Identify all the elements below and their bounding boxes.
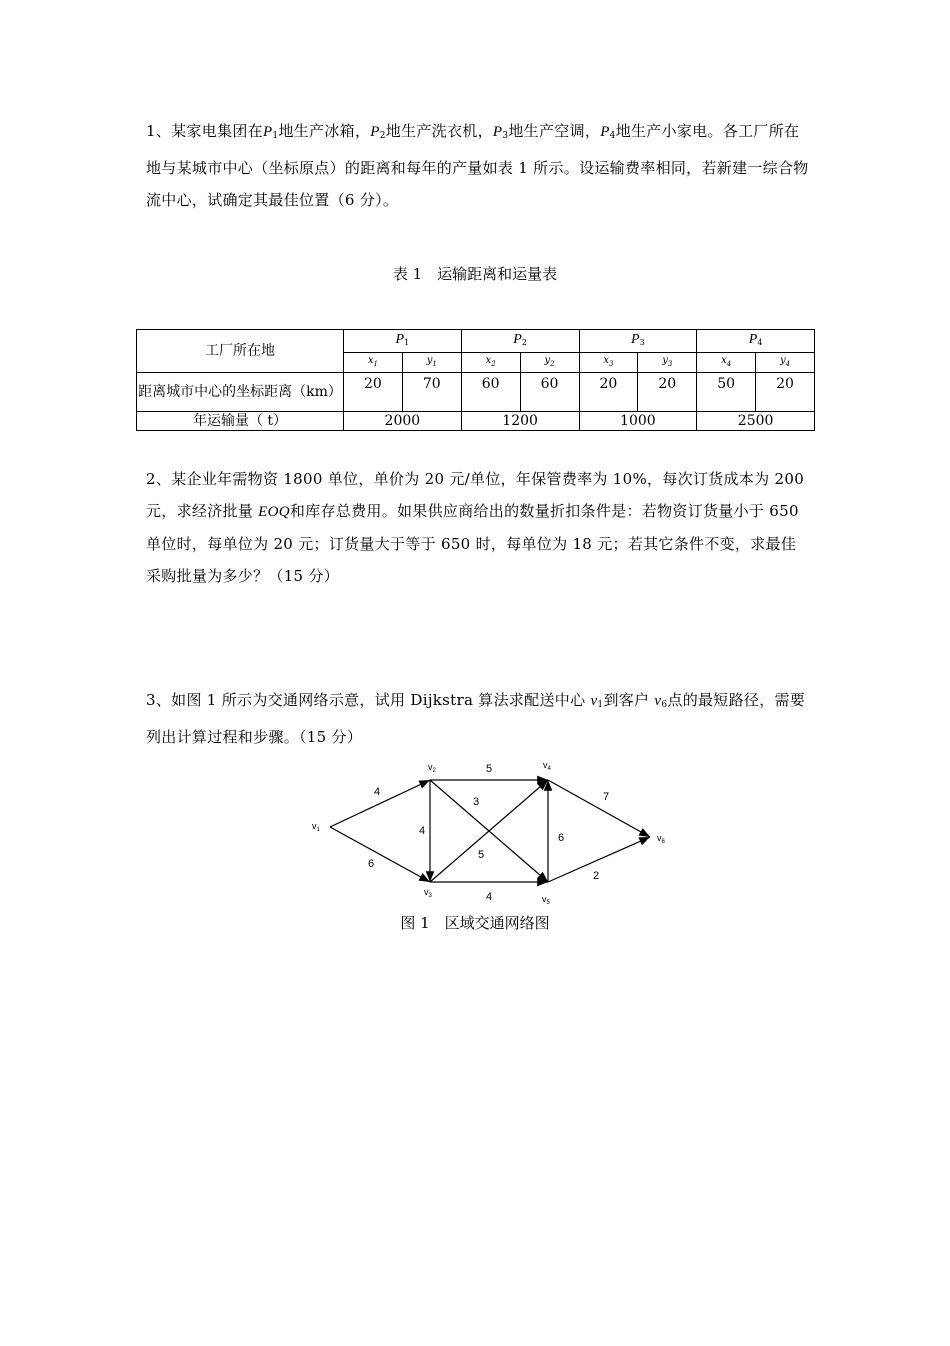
cell-volume-p3: 1000 <box>579 412 697 431</box>
row-header-plant-location: 工厂所在地 <box>137 330 344 373</box>
network-node-labels <box>312 760 666 906</box>
coord-sub: 1 <box>432 360 437 368</box>
edge-weight-v5-v4: 6 <box>558 832 565 844</box>
plant-name: P <box>513 332 522 347</box>
plant-header-p3 <box>579 330 697 353</box>
question-1 <box>146 115 811 216</box>
node-v2: $v_2$ <box>428 762 436 774</box>
cell-volume-p4: 2500 <box>697 412 815 431</box>
cell-x4: 50 <box>697 373 756 412</box>
coord-letter: x <box>367 355 374 366</box>
q1-p4-sub: 4 <box>609 131 616 141</box>
coord-letter: y <box>780 355 786 366</box>
q1-text-2: 地生产冰箱， <box>278 122 371 140</box>
node-v6: $v_6$ <box>657 833 665 845</box>
coord-letter: x <box>721 355 727 366</box>
q1-p3-sub: 3 <box>502 131 509 141</box>
edge-weight-v4-v6: 7 <box>603 791 610 803</box>
plant-sub: 1 <box>404 338 410 347</box>
cell-volume-p1: 2000 <box>344 412 462 431</box>
edge-weight-v2-v4: 5 <box>486 763 493 775</box>
figure-caption: 图 1 区域交通网络图 <box>400 914 550 932</box>
coord-header-y4 <box>756 353 815 373</box>
edge-weight-v3-v4: 5 <box>478 849 485 861</box>
question-2 <box>146 463 811 592</box>
coord-sub: 2 <box>491 360 496 368</box>
cell-y2: 60 <box>520 373 579 412</box>
cell-y4: 20 <box>756 373 815 412</box>
coord-sub: 1 <box>373 360 378 368</box>
row-header-volume: 年运输量（ t） <box>137 412 344 431</box>
q1-text-5: 地生产小家电。各工厂所在地与某城市中心（坐标原点）的距离和每年的产量如表 1 所示。设运输费率相同，若新建一综合物流中心，试确定其最佳位置（6 分）。 <box>146 122 809 209</box>
q1-text-3: 地生产洗衣机， <box>385 122 493 140</box>
cell-x2: 60 <box>461 373 520 412</box>
coord-sub: 2 <box>550 360 555 368</box>
q1-p1: P <box>262 124 273 140</box>
coord-letter: x <box>485 355 492 366</box>
node-v3: $v_3$ <box>424 887 432 899</box>
node-v1: $v_1$ <box>312 821 320 833</box>
q3-v1: v <box>590 693 598 709</box>
coord-letter: x <box>603 355 610 366</box>
coord-header-y2 <box>520 353 579 373</box>
cell-y3: 20 <box>638 373 697 412</box>
coord-header-y3 <box>638 353 697 373</box>
coord-letter: y <box>544 355 551 366</box>
coord-sub: 3 <box>609 360 614 368</box>
cell-x3: 20 <box>579 373 638 412</box>
plant-sub: 2 <box>521 338 527 347</box>
node-v4: $v_4$ <box>543 760 551 772</box>
q1-p4: P <box>600 124 610 140</box>
plant-header-p1 <box>344 330 462 353</box>
edge-weight-v1-v2: 4 <box>374 786 381 798</box>
plant-sub: 4 <box>757 338 763 347</box>
q3-v6: v <box>654 693 662 709</box>
question-3 <box>146 684 811 753</box>
q1-text-4: 地生产空调， <box>508 122 601 140</box>
q2-text-1: 2、某企业年需物资 1800 单位，单价为 20 元/单位，年保管费率为 10%，每次订货成本为 200 元，求经济批量 <box>146 470 805 520</box>
traffic-network-diagram <box>300 755 680 910</box>
edge-weight-v2-v5: 3 <box>473 796 480 808</box>
q1-p2: P <box>370 124 380 140</box>
coord-letter: y <box>426 355 433 366</box>
coord-header-x1 <box>344 353 403 373</box>
edge-weight-v2-v3: 4 <box>419 825 426 837</box>
q2-text-2: 和库存总费用。如果供应商给出的数量折扣条件是：若物资订货量小于 650 单位时，每单位为 20 元；订货量大于等于 650 时，每单位为 18 元；若其它条件不变，求最佳采购批量为多少？（15 分） <box>146 502 799 585</box>
coord-header-y1 <box>402 353 461 373</box>
plant-header-p2 <box>461 330 579 353</box>
q1-p3: P <box>492 124 503 140</box>
q2-eoq: EOQ <box>258 504 290 520</box>
coord-header-x3 <box>579 353 638 373</box>
row-header-distance: 距离城市中心的坐标距离（km） <box>137 373 344 412</box>
q3-text-1: 3、如图 1 所示为交通网络示意，试用 Dijkstra 算法求配送中心 <box>146 691 591 709</box>
q3-text-2: 到客户 <box>603 691 655 709</box>
cell-y1: 70 <box>402 373 461 412</box>
coord-letter: y <box>662 355 668 366</box>
table-caption: 表 1 运输距离和运量表 <box>392 265 558 283</box>
node-v5: $v_5$ <box>542 894 550 906</box>
q1-p2-sub: 2 <box>379 131 386 141</box>
edge-weight-v3-v5: 4 <box>486 891 493 903</box>
cell-x1: 20 <box>344 373 403 412</box>
plant-name: P <box>748 332 758 347</box>
coord-sub: 4 <box>785 360 791 368</box>
plant-name: P <box>395 332 405 347</box>
q3-v6-sub: 6 <box>661 700 668 710</box>
q3-text-3: 点的最短路径，需要列出计算过程和步骤。（15 分） <box>146 691 806 746</box>
distance-volume-table <box>136 329 815 431</box>
coord-header-x2 <box>461 353 520 373</box>
q3-v1-sub: 1 <box>597 700 604 710</box>
q1-text-1: 1、某家电集团在 <box>146 122 263 140</box>
q1-p1-sub: 1 <box>272 131 279 141</box>
plant-sub: 3 <box>639 338 645 347</box>
coord-sub: 3 <box>667 360 673 368</box>
edge-v1-v3 <box>330 827 430 882</box>
coord-header-x4 <box>697 353 756 373</box>
plant-name: P <box>631 332 640 347</box>
edge-v4-v6 <box>548 780 650 837</box>
edge-weight-v5-v6: 2 <box>593 870 600 882</box>
coord-sub: 4 <box>726 360 732 368</box>
cell-volume-p2: 1200 <box>461 412 579 431</box>
edge-weight-v1-v3: 6 <box>368 858 375 870</box>
plant-header-p4 <box>697 330 815 353</box>
